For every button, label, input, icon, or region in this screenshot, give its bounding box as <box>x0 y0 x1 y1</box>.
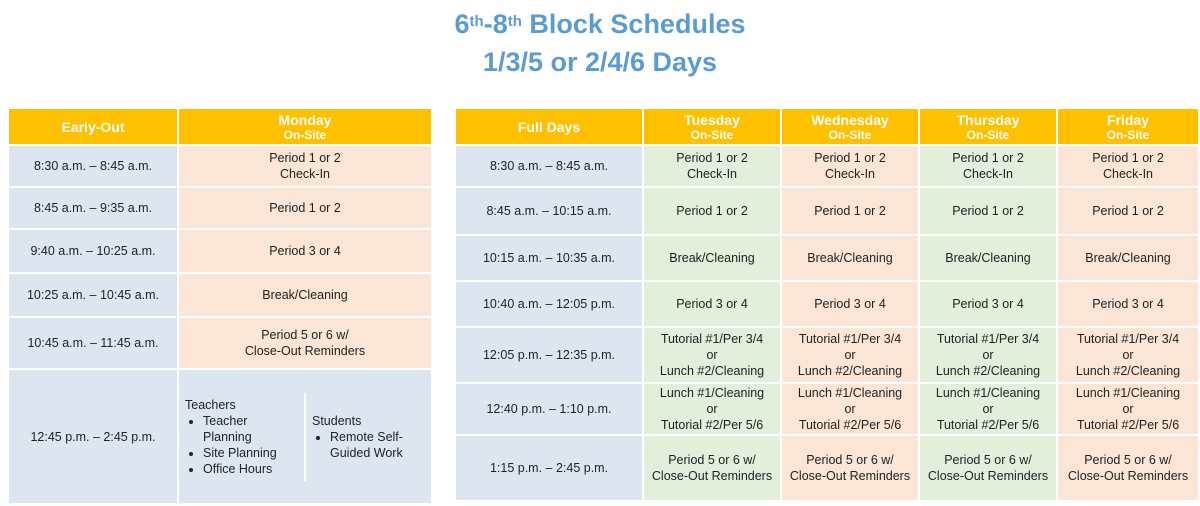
early-out-schedule-table <box>7 107 433 505</box>
wednesday-header: Wednesday On-Site <box>781 108 919 145</box>
thursday-cell: Period 5 or 6 w/ Close-Out Reminders <box>919 435 1057 501</box>
thursday-cell: Period 1 or 2 <box>919 187 1057 235</box>
page-subtitle: 1/3/5 or 2/4/6 Days <box>482 47 718 77</box>
early-time-cell: 8:45 a.m. – 9:35 a.m. <box>8 187 178 229</box>
list-item: • Teacher Planning <box>203 413 298 445</box>
monday-cell: Period 5 or 6 w/ Close-Out Reminders <box>178 317 432 369</box>
full-days-header: Full Days <box>455 108 643 145</box>
thursday-cell: Period 3 or 4 <box>919 281 1057 327</box>
students-label: Students <box>312 413 362 428</box>
friday-header: Friday On-Site <box>1057 108 1199 145</box>
monday-header: Monday On-Site <box>178 108 432 145</box>
early-time-cell: 10:25 a.m. – 10:45 a.m. <box>8 273 178 317</box>
tuesday-cell: Period 5 or 6 w/ Close-Out Reminders <box>643 435 781 501</box>
friday-cell: Period 3 or 4 <box>1057 281 1199 327</box>
list-item: • Site Planning <box>203 445 298 461</box>
full-time-cell: 8:30 a.m. – 8:45 a.m. <box>455 145 643 187</box>
early-out-header: Early-Out <box>8 108 178 145</box>
monday-cell: Period 1 or 2 <box>178 187 432 229</box>
wednesday-cell: Lunch #1/Cleaning or Tutorial #2/Per 5/6 <box>781 383 919 435</box>
wednesday-cell: Break/Cleaning <box>781 235 919 281</box>
friday-cell: Tutorial #1/Per 3/4 or Lunch #2/Cleaning <box>1057 327 1199 383</box>
monday-cell: Period 3 or 4 <box>178 229 432 273</box>
wednesday-cell: Period 1 or 2 <box>781 187 919 235</box>
friday-cell: Period 5 or 6 w/ Close-Out Reminders <box>1057 435 1199 501</box>
page-title: 6th-8th Block Schedules <box>454 9 746 39</box>
friday-cell: Period 1 or 2 Check-In <box>1057 145 1199 187</box>
thursday-cell: Period 1 or 2 Check-In <box>919 145 1057 187</box>
tuesday-cell: Period 1 or 2 Check-In <box>643 145 781 187</box>
tuesday-cell: Tutorial #1/Per 3/4 or Lunch #2/Cleaning <box>643 327 781 383</box>
thursday-cell: Tutorial #1/Per 3/4 or Lunch #2/Cleaning <box>919 327 1057 383</box>
full-time-cell: 1:15 p.m. – 2:45 p.m. <box>455 435 643 501</box>
full-time-cell: 8:45 a.m. – 10:15 a.m. <box>455 187 643 235</box>
friday-cell: Break/Cleaning <box>1057 235 1199 281</box>
full-time-cell: 10:40 a.m. – 12:05 p.m. <box>455 281 643 327</box>
thursday-header: Thursday On-Site <box>919 108 1057 145</box>
students-block <box>306 393 431 481</box>
early-time-cell: 12:45 p.m. – 2:45 p.m. <box>8 369 178 504</box>
tuesday-cell: Period 1 or 2 <box>643 187 781 235</box>
tuesday-cell: Period 3 or 4 <box>643 281 781 327</box>
students-list <box>312 429 425 461</box>
early-time-cell: 10:45 a.m. – 11:45 a.m. <box>8 317 178 369</box>
wednesday-cell: Period 1 or 2 Check-In <box>781 145 919 187</box>
wednesday-cell: Period 3 or 4 <box>781 281 919 327</box>
monday-cell: Break/Cleaning <box>178 273 432 317</box>
friday-cell: Lunch #1/Cleaning or Tutorial #2/Per 5/6 <box>1057 383 1199 435</box>
teachers-label: Teachers <box>185 397 236 412</box>
friday-cell: Period 1 or 2 <box>1057 187 1199 235</box>
full-time-cell: 12:05 p.m. – 12:35 p.m. <box>455 327 643 383</box>
teachers-list <box>185 413 298 477</box>
full-time-cell: 10:15 a.m. – 10:35 a.m. <box>455 235 643 281</box>
tuesday-cell: Break/Cleaning <box>643 235 781 281</box>
tuesday-cell: Lunch #1/Cleaning or Tutorial #2/Per 5/6 <box>643 383 781 435</box>
list-item: • Office Hours <box>203 461 298 477</box>
teachers-block <box>179 393 306 481</box>
monday-afternoon-cell <box>178 369 432 504</box>
wednesday-cell: Period 5 or 6 w/ Close-Out Reminders <box>781 435 919 501</box>
tuesday-header: Tuesday On-Site <box>643 108 781 145</box>
wednesday-cell: Tutorial #1/Per 3/4 or Lunch #2/Cleaning <box>781 327 919 383</box>
early-time-cell: 8:30 a.m. – 8:45 a.m. <box>8 145 178 187</box>
thursday-cell: Lunch #1/Cleaning or Tutorial #2/Per 5/6 <box>919 383 1057 435</box>
full-time-cell: 12:40 p.m. – 1:10 p.m. <box>455 383 643 435</box>
full-days-schedule-table <box>454 107 1200 502</box>
monday-cell: Period 1 or 2 Check-In <box>178 145 432 187</box>
list-item: • Remote Self-Guided Work <box>330 429 425 461</box>
early-time-cell: 9:40 a.m. – 10:25 a.m. <box>8 229 178 273</box>
thursday-cell: Break/Cleaning <box>919 235 1057 281</box>
